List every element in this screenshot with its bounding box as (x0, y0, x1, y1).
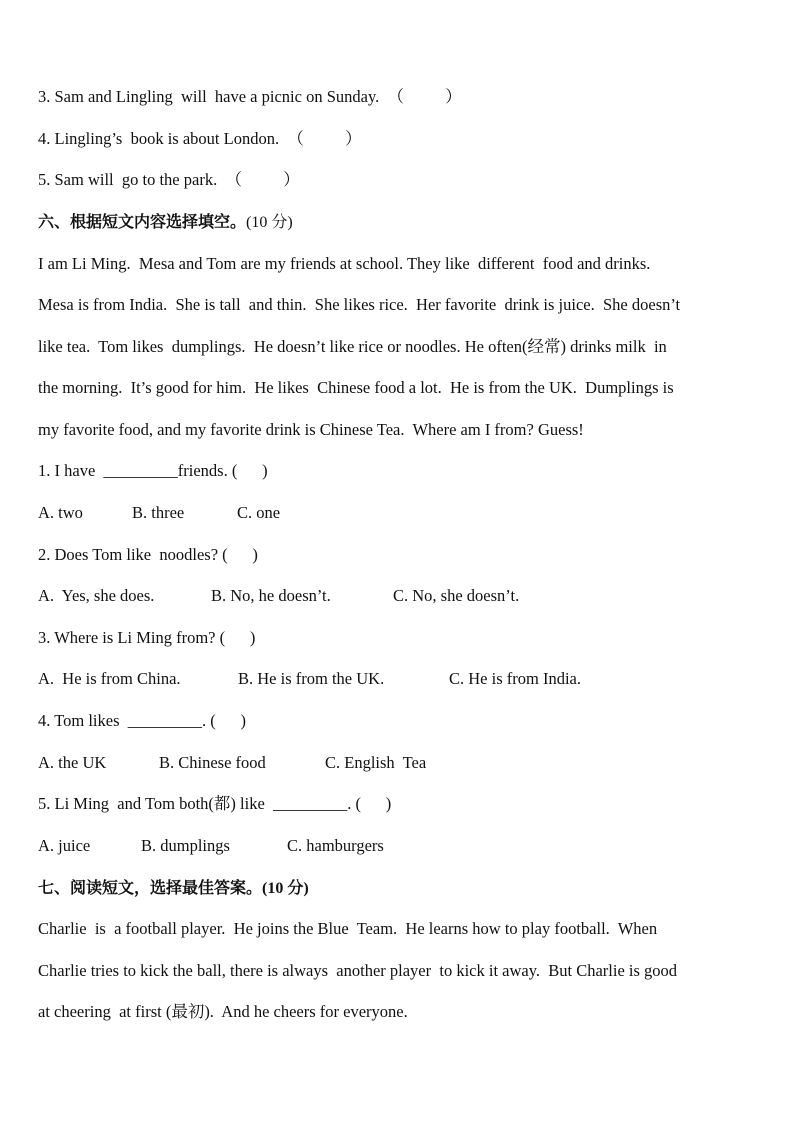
q2-option-c: C. No, she doesn’t. (393, 586, 520, 605)
passage-7-line-3: at cheering at first (最初). And he cheers for everyone. (38, 1002, 408, 1021)
q4-option-c: C. English Tea (325, 753, 427, 772)
passage-6-line-3: like tea. Tom likes dumplings. He doesn’t like rice or noodles. He often(经常) drinks milk in (38, 337, 667, 356)
passage-6-line-1: I am Li Ming. Mesa and Tom are my friends at school. They like different food and drinks. (38, 254, 651, 273)
section-7-score: (10 分) (262, 880, 309, 897)
q4-option-b: B. Chinese food (159, 753, 266, 772)
q5-option-b: B. dumplings (141, 836, 230, 855)
q2-option-a: A. Yes, she does. (38, 586, 155, 605)
passage-6-line-5: my favorite food, and my favorite drink is Chinese Tea. Where am I from? Guess! (38, 420, 584, 439)
tf-item-4: 4. Lingling’s book is about London. （ ） (38, 129, 362, 148)
passage-6-line-4: the morning. It’s good for him. He likes Chinese food a lot. He is from the UK. Dumplings is (38, 378, 674, 397)
question-2: 2. Does Tom like noodles? ( ) (38, 545, 258, 564)
q1-option-b: B. three (132, 503, 185, 522)
section-7-heading (38, 878, 309, 899)
q3-option-b: B. He is from the UK. (238, 669, 385, 688)
question-1: 1. I have _________friends. ( ) (38, 461, 268, 480)
q3-option-c: C. He is from India. (449, 669, 581, 688)
tf-item-5: 5. Sam will go to the park. （ ） (38, 170, 300, 189)
question-4: 4. Tom likes _________. ( ) (38, 711, 246, 730)
q1-option-c: C. one (237, 503, 281, 522)
q1-option-a: A. two (38, 503, 83, 522)
section-6-heading (38, 212, 293, 233)
passage-7-line-2: Charlie tries to kick the ball, there is always another player to kick it away. But Charlie is good (38, 961, 678, 980)
section-6-score: (10 分) (246, 214, 293, 231)
passage-6-line-2: Mesa is from India. She is tall and thin. She likes rice. Her favorite drink is juice. She doesn’t (38, 295, 681, 314)
question-3: 3. Where is Li Ming from? ( ) (38, 628, 256, 647)
q2-option-b: B. No, he doesn’t. (211, 586, 331, 605)
question-5: 5. Li Ming and Tom both(都) like _________. ( ) (38, 794, 392, 813)
section-6-title: 六、根据短文内容选择填空。 (38, 212, 247, 231)
section-7-title: 七、阅读短文，选择最佳答案。 (38, 878, 263, 897)
tf-item-3: 3. Sam and Lingling will have a picnic on Sunday. （ ） (38, 87, 462, 106)
passage-7-line-1: Charlie is a football player. He joins the Blue Team. He learns how to play football. When (38, 919, 658, 938)
q5-option-a: A. juice (38, 836, 91, 855)
q4-option-a: A. the UK (38, 753, 107, 772)
q5-option-c: C. hamburgers (287, 836, 384, 855)
q3-option-a: A. He is from China. (38, 669, 181, 688)
